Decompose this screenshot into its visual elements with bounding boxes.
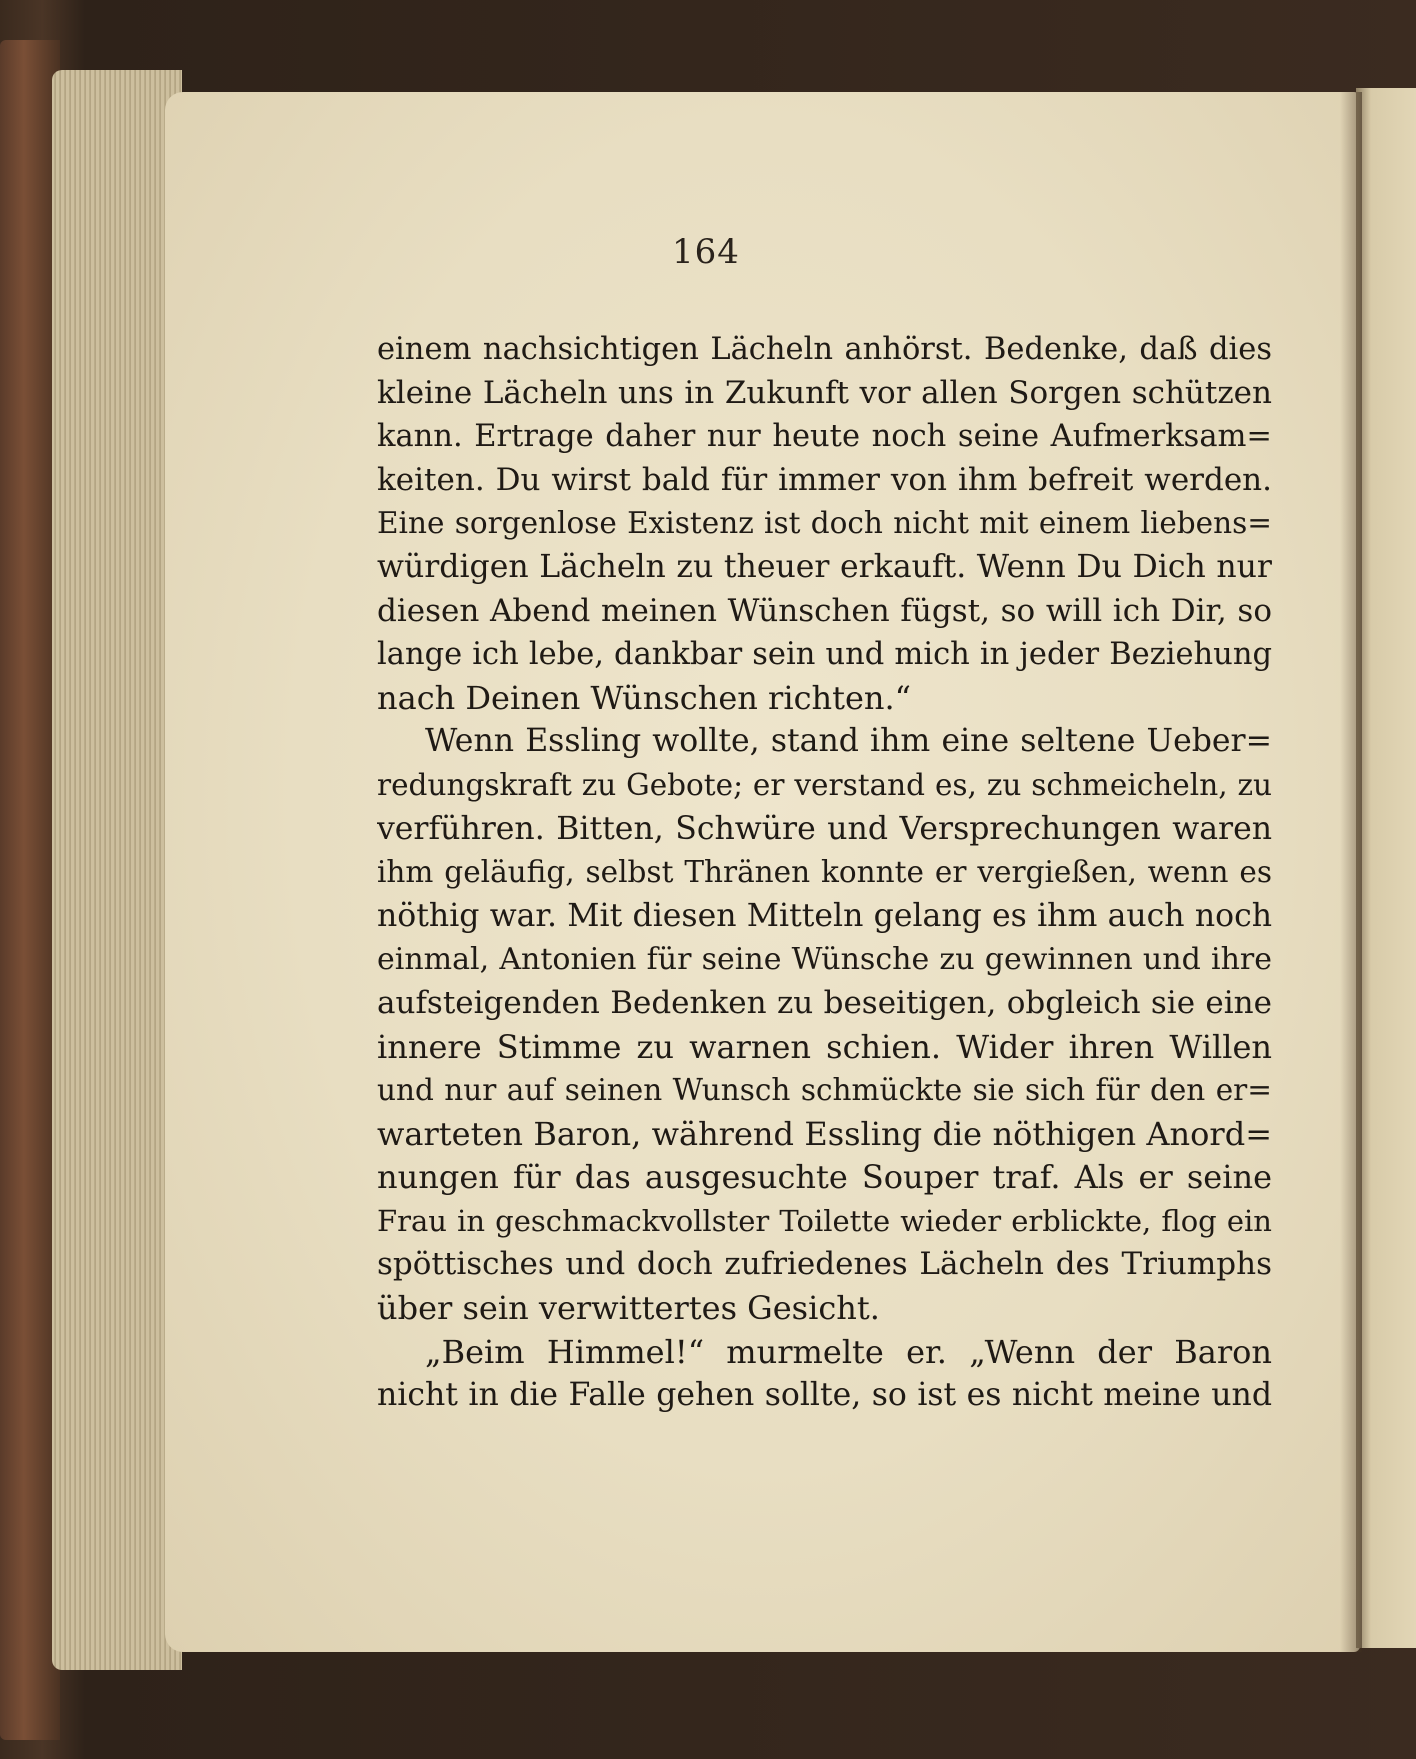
page-number: 164 [672,232,740,272]
text-line: einmal, Antonien für seine Wünsche zu gewinnen und ihre [377,942,1272,978]
page-edges [52,70,182,1670]
text-line: würdigen Lächeln zu theuer erkauft. Wenn Du Dich nur [377,548,1272,585]
text-line: ihm geläufig, selbst Thränen konnte er vergießen, wenn es [377,855,1272,890]
text-line: kleine Lächeln uns in Zukunft vor allen Sorgen schützen [377,374,1272,411]
text-line: lange ich lebe, dankbar sein und mich in jeder Beziehung [377,637,1272,673]
text-line: nungen für das ausgesuchte Souper traf. Als er seine [377,1158,1272,1197]
text-line: warteten Baron, während Essling die nöthigen Anord= [377,1114,1272,1153]
text-line: „Beim Himmel!“ murmelte er. „Wenn der Baron [425,1332,1272,1371]
text-line: nöthig war. Mit diesen Mitteln gelang es ihm auch noch [377,897,1272,934]
text-line: aufsteigenden Bedenken zu beseitigen, obgleich sie eine [377,984,1272,1021]
facing-page [1356,88,1416,1648]
text-line: kann. Ertrage daher nur heute noch seine Aufmerksam= [377,419,1272,455]
page-gutter [1340,92,1362,1652]
text-line: Frau in geschmackvollster Toilette wieder erblickte, flog ein [377,1203,1272,1238]
text-line: einem nachsichtigen Lächeln anhörst. Bedenke, daß dies [377,332,1272,367]
text-line: spöttisches und doch zufriedenes Lächeln des Triumphs [377,1246,1272,1283]
book-cover-edge [0,40,60,1740]
text-line: verführen. Bitten, Schwüre und Versprechungen waren [377,810,1272,847]
text-line: Wenn Essling wollte, stand ihm eine seltene Ueber= [425,723,1272,760]
text-line: diesen Abend meinen Wünschen fügst, so will ich Dir, so [377,592,1272,629]
text-line: und nur auf seinen Wunsch schmückte sie sich für den er= [377,1073,1272,1108]
text-line: nach Deinen Wünschen richten.“ [377,678,912,717]
text-line: innere Stimme zu warnen schien. Wider ihren Willen [377,1027,1272,1066]
text-line: über sein verwittertes Gesicht. [377,1289,880,1328]
text-line: Eine sorgenlose Existenz ist doch nicht mit einem liebens= [377,506,1272,541]
text-line: redungskraft zu Gebote; er verstand es, zu schmeicheln, zu [377,767,1272,802]
body-text [377,328,1272,1418]
text-line: keiten. Du wirst bald für immer von ihm befreit werden. [377,461,1272,498]
text-line: nicht in die Falle gehen sollte, so ist es nicht meine und [377,1377,1272,1414]
